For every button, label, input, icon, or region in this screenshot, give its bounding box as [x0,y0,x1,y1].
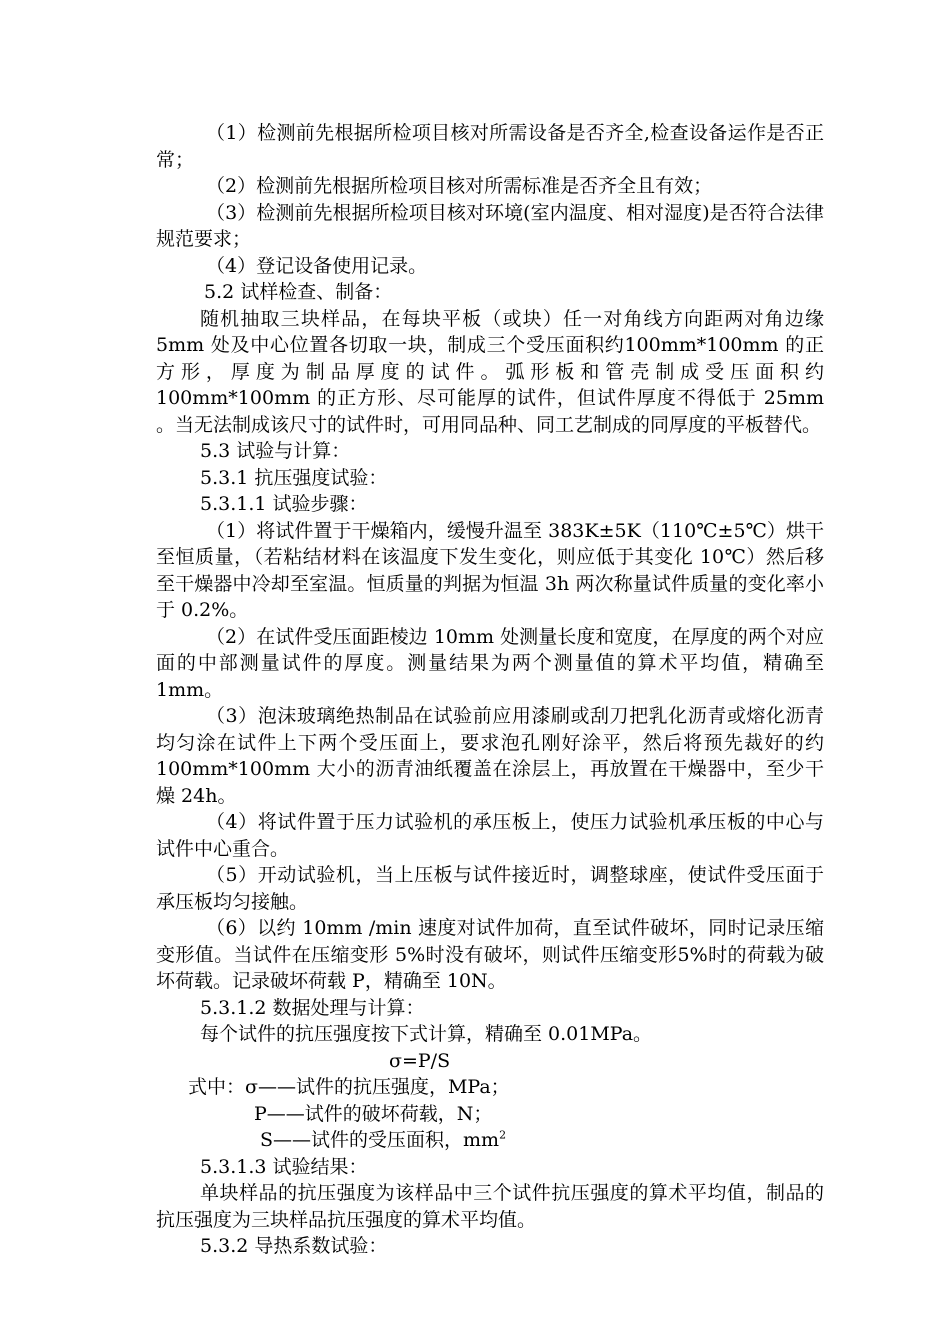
heading-5-3-2: 5.3.2 导热系数试验： [200,1235,388,1257]
formula-where-s-text: S——试件的受压面积，mm [260,1129,500,1151]
step-5: （5）开动试验机，当上压板与试件接近时，调整球座，使试件受压面于承压板均匀接触。 [156,864,824,913]
check-item-1: （1）检测前先根据所检项目核对所需设备是否齐全,检查设备运作是否正常； [156,122,824,171]
step-6: （6）以约 10mm /min 速度对试件加荷，直至试件破坏，同时记录压缩变形值。当试件在压缩变形 5%时没有破坏，则试件压缩变形5%时的荷载为破坏荷载。记录破坏荷载 P，精确至 10N。 [156,917,824,992]
formula-where-p: P——试件的破坏荷载，N； [254,1102,493,1125]
heading-5-3-1-1: 5.3.1.1 试验步骤： [200,493,368,515]
formula: σ=P/S [389,1049,451,1072]
document-page [156,120,824,1260]
calculation-note: 每个试件的抗压强度按下式计算，精确至 0.01MPa。 [200,1023,653,1045]
heading-5-2: 5.2 试样检查、制备： [204,281,393,303]
sample-preparation-paragraph: 随机抽取三块样品，在每块平板（或块）任一对角线方向距两对角边缘 5mm 处及中心位置各切取一块，制成三个受压面积约100mm*100mm 的正方形，厚度为制品厚度的试件。弧形板和管壳制成受压面积约 100mm*100mm 的正方形、尽可能厚的试件，但试件厚度不得低于 25mm 。当无法制成该尺寸的试件时，可用同品种、同工艺制成的同厚度的平板替代。 [156,307,824,436]
heading-5-3-1: 5.3.1 抗压强度试验： [200,466,388,489]
result-paragraph: 单块样品的抗压强度为该样品中三个试件抗压强度的算术平均值，制品的抗压强度为三块样品抗压强度的算术平均值。 [156,1182,824,1231]
heading-5-3-1-2: 5.3.1.2 数据处理与计算： [200,996,425,1019]
check-item-2: （2）检测前先根据所检项目核对所需标准是否齐全且有效； [206,175,713,197]
heading-5-3: 5.3 试验与计算： [200,440,351,462]
check-item-4: （4）登记设备使用记录。 [206,254,428,277]
step-1: （1）将试件置于干燥箱内，缓慢升温至 383K±5K（110℃±5℃）烘干至恒质量，（若粘结材料在该温度下发生变化，则应低于其变化 10℃）然后移至干燥器中冷却至室温。恒质量的判据为恒温 3h 两次称量试件质量的变化率小于 0.2%。 [156,519,824,621]
unit-superscript: 2 [499,1128,507,1142]
step-2: （2）在试件受压面距棱边 10mm 处测量长度和宽度，在厚度的两个对应面的中部测量试件的厚度。测量结果为两个测量值的算术平均值，精确至 1mm。 [156,625,824,701]
step-3: （3）泡沫玻璃绝热制品在试验前应用漆刷或刮刀把乳化沥青或熔化沥青均匀涂在试件上下两个受压面上，要求泡孔刚好涂平，然后将预先裁好的约 100mm*100mm 大小的沥青油纸覆盖在涂层上，再放置在干燥器中，至少干燥 24h。 [156,705,824,807]
check-item-3: （3）检测前先根据所检项目核对环境(室内温度、相对湿度)是否符合法律规范要求； [156,201,824,250]
step-4: （4）将试件置于压力试验机的承压板上，使压力试验机承压板的中心与试件中心重合。 [156,811,824,860]
formula-where-s [156,1127,824,1154]
formula-where-sigma: 式中：σ——试件的抗压强度，MPa； [188,1076,510,1098]
heading-5-3-1-3: 5.3.1.3 试验结果： [200,1155,368,1178]
